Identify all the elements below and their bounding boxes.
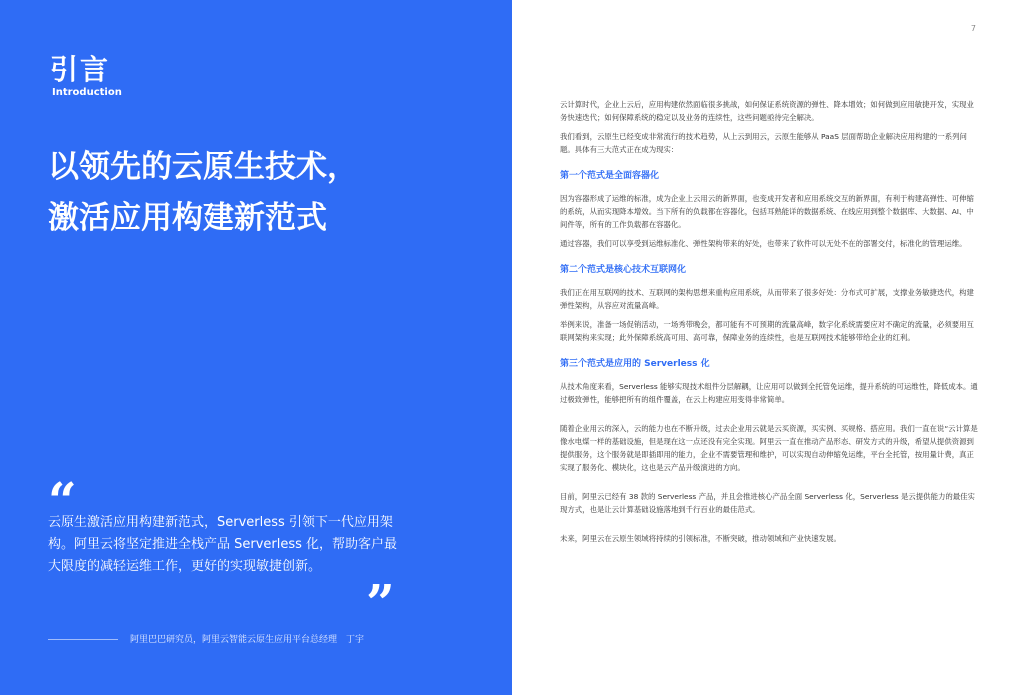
headline-line-1: 以领先的云原生技术， — [48, 149, 358, 185]
close-quote-icon: ” — [366, 573, 395, 632]
headline — [48, 142, 488, 244]
closing-paragraph-3: 未来，阿里云在云原生领域将持续的引领标准，不断突破，推动领域和产业快速发展。 — [560, 534, 841, 543]
section-1-paragraph-1: 因为容器形成了运维的标准，成为企业上云用云的新界面，也变成开发者和应用系统交互的新界面，有利于构建高弹性、可伸缩的系统，从而实现降本增效。当下所有的负载都在容器化，包括耳熟能详的数据系统、在线应用到整个数据库、大数据、AI、中间件等，所有的工作负载都在容器化。 — [560, 194, 974, 229]
article-body — [560, 98, 978, 551]
section-2-paragraph-2: 举例来说，准备一场促销活动，一场秀带晚会，都可能有不可预期的流量高峰，数字化系统需要应对不确定的流量，必须要用互联网架构来实现；此外保障系统高可用、高可靠，保障业务的连续性，也是互联网技术能够带给企业的红利。 — [560, 320, 974, 342]
quote-text: 云原生激活应用构建新范式，Serverless 引领下一代应用架构。阿里云将坚定推进全栈产品 Serverless 化，帮助客户最大限度的减轻运维工作，更好的实现敏捷创新。 — [48, 515, 398, 574]
intro-paragraph-2: 我们看到，云原生已经变成非常流行的技术趋势，从上云到用云，云原生能够从 PaaS 层面帮助企业解决应用构建的一系列问题。具体有三大范式正在成为现实： — [560, 132, 967, 154]
headline-line-2: 激活应用构建新范式 — [48, 200, 327, 236]
intro-paragraph-1: 云计算时代，企业上云后，应用构建依然面临很多挑战，如何保证系统资源的弹性、降本增效；如何做到应用敏捷开发，实现业务快速迭代；如何保障系统的稳定以及业务的连续性，这些问题亟待完全解决。 — [560, 100, 974, 122]
quote-attribution: 阿里巴巴研究员，阿里云智能云原生应用平台总经理 丁宇 — [130, 635, 365, 645]
spacer — [560, 522, 978, 532]
open-quote-icon: “ — [48, 471, 77, 530]
article-panel — [512, 0, 1024, 695]
page-number: 7 — [970, 24, 976, 33]
section-heading-2: 第二个范式是核心技术互联网化 — [560, 265, 687, 275]
section-title: 引言 — [50, 53, 111, 86]
section-2-paragraph-1: 我们正在用互联网的技术、互联网的架构思想来重构应用系统，从而带来了很多好处：分布式可扩展，支撑业务敏捷迭代，构建弹性架构，从容应对流量高峰。 — [560, 288, 974, 310]
section-heading-1: 第一个范式是全面容器化 — [560, 171, 660, 181]
section-1-paragraph-2: 通过容器，我们可以享受到运维标准化、弹性架构带来的好处，也带来了软件可以无处不在的部署交付，标准化的管理运维。 — [560, 239, 967, 248]
closing-paragraph-1: 随着企业用云的深入，云的能力也在不断升级，过去企业用云就是云买资源，买实例、买规格、搭应用。我们一直在说“云计算是像水电煤一样的基础设施，但是现在这一点还没有完全实现。阿里云一直在推动产品形态、研发方式的升级，希望从提供资源到提供服务，这个服务就是即插即用的能力，企业不需要管理和维护，可以实现自动伸缩免运维，平台全托管，按用量计费，真正实现了服务化、模块化，这也是云产品升级演进的方向。 — [560, 424, 978, 472]
section-3-paragraph-1: 从技术角度来看，Serverless 能够实现技术组件分层解耦，让应用可以做到全托管免运维，提升系统的可运维性，降低成本。通过极致弹性，能够把所有的组件覆盖，在云上构建应用变得非常简单。 — [560, 382, 978, 404]
section-subtitle: Introduction — [52, 87, 122, 98]
spacer — [560, 480, 978, 490]
closing-paragraph-2: 目前，阿里云已经有 38 款的 Serverless 产品，并且会推进核心产品全面 Serverless 化，Serverless 是云提供能力的最佳实现方式，也是让云计算基础设施落地到千行百业的最佳范式。 — [560, 492, 975, 514]
spacer — [560, 412, 978, 422]
section-heading-3: 第三个范式是应用的 Serverless 化 — [560, 359, 710, 369]
attribution-divider — [48, 639, 118, 640]
